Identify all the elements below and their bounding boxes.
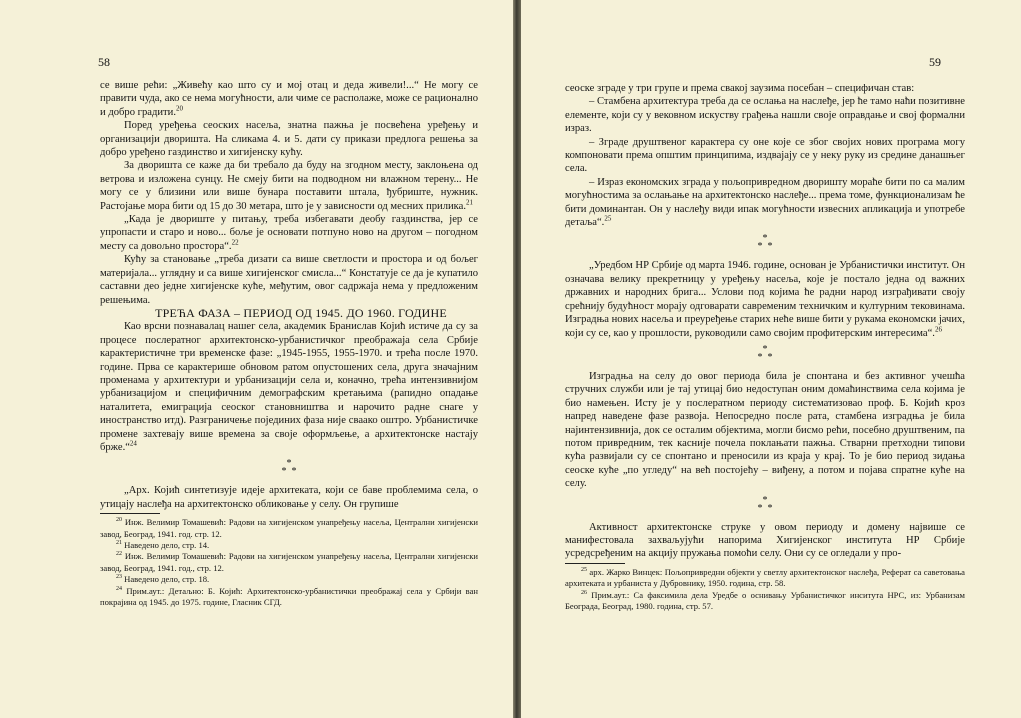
footnote: $^{26}$ Прим.аут.: Са факсимила дела Уредбе о оснивању Урбанистичког инситута НРС, из: Урбанизам Београда, Београд, 1980. година, стр. 57. [565, 589, 965, 611]
footnotes [100, 517, 478, 608]
paragraph: се више рећи: „Живећу као што су и мој отац и деда живели!...“ Не могу се правити чуда, ако се нема могућности, али чиме се располаже, може се рационално и добро градити.$^{20}$ [100, 80, 478, 118]
paragraph: – Стамбена архитектура треба да се ослања на наслеђе, јер ће тамо наћи позитивне елементе, који су у вековном искуству грађења нашли своје оправдање и свој формални израз. [565, 96, 965, 135]
page-number: 58 [98, 55, 110, 69]
paragraph: сеоске зграде у три групе и према свакој заузима посебан – специфичан став: [565, 83, 915, 94]
paragraph: Активност архитектонске струке у овом периоду и домену највише се манифестовала захваљујући напорима Хигијенског института НР Србије усредсређеним на акцију пружања помоћи селу. Они су се огледали у про- [565, 521, 965, 560]
footnote-rule [565, 563, 625, 564]
footnote: $^{22}$ Инж. Велимир Томашевић: Радови на хигијенском унапређењу насеља, Централни хигијенски завод, Београд, 1941. год., стр. 12. [100, 551, 478, 573]
body-text [565, 82, 965, 612]
section-separator: * * * [757, 233, 773, 253]
body-text [100, 79, 478, 608]
paragraph: Поред уређења сеоских насеља, знатна пажња је посвећена уређењу и организацији дворишта. На сликама 4. и 5. дати су прикази предлога решења за добро уређено газдинство и хигијенску кућу. [100, 120, 478, 159]
footnotes [565, 567, 965, 613]
footnote-rule [100, 513, 160, 514]
book-gutter [513, 0, 521, 718]
section-separator: * * * [281, 458, 297, 478]
paragraph: Као врсни познавалац нашег села, академик Бранислав Којић истиче да су за процесе послератног архитектонско-урбанистичког преображаја села Србије карактеристичне три временске фазе: „1945-1955, 1955-1970. и трећа после 1970. године. Прва се карактерише обновом ратом опустошених села, друга значајним променама у архитектури и урбанизацији села и, коначно, трећа интензивнијом урбанизацијом и специфичним демографским кретањима (рапидно опадање наталитета, емиграција сеоског становништва и нарочито радне снаге у иностранство итд). Разграничење појединих фаза није сваако оштро. Урбанистичке промене захтевају више времена за своје оформљење, а архитектонске настају брже.“$^{24}$ [100, 321, 478, 453]
footnote: $^{24}$ Прим.аут.: Детаљно: Б. Којић: Архитектонско-урбанистички преображај села у Србији ван покрајина од 1945. до 1975. године, Гласник СГД. [100, 585, 478, 608]
section-separator: * * * [757, 343, 773, 363]
paragraph: – Израз економских зграда у пољопривредном дворишту мораће бити по са малим могућностима за ослањање на архитектонско наслеђе... према томе, функционализам ће бити доминантан. Он у наслеђу види ипак могућности извесних апликација и употребе детаља“.$^{25}$ [565, 176, 965, 229]
paragraph: Кућу за становање „треба дизати са више светлости и простора и од бољег материјала... углядну и са више хигијенског смисла...“ Констатује се да је купатило саставни део једне хигијенске куће, међутим, овог садржаја нема у предложеним решењима. [100, 254, 478, 306]
section-separator: * * * [757, 494, 773, 514]
paragraph: „Уредбом НР Србије од марта 1946. године, основан је Урбанистички институт. Он означава велику прекретницу у уређењу насеља, које је постало једна од важних државних и народних брига... Услови под којима ће радни народ изграђивати своју срећнију будућност морају одговарати савременим техничким и културним тековинама. Изградња нових насеља и преуређење старих неће више бити у рукама економски јачих, који су се, као у прошлости, руководили само својим профитерским интересима“.$^{26}$ [565, 260, 965, 339]
footnote: $^{20}$ Инж. Велимир Томашевић: Радови на хигијенском унапређењу насеља, Централни хигијенски завод, Београд, 1941. год. стр. 12. [100, 517, 478, 539]
footnote: $^{25}$ арх. Жарко Винцек: Пољопривредни објекти у светлу архитектонског наслеђа, Реферат са саветовања архитеката и урбаниста у Дубровнику, 1950. година, стр. 58. [565, 566, 965, 589]
paragraph: – Зграде друштвеног карактера су оне које се због својих нових програма могу компоновати према општим принципима, издвајају се у неку руку из средине данашњег села. [565, 136, 965, 175]
paragraph: „Када је двориште у питању, треба избегавати деобу газдинства, јер се упропасти и старо и ново... боље је основати потпуно ново на другом – погодном месту са довољно простора“.$^{22}$ [100, 214, 478, 252]
paragraph: Изградња на селу до овог периода била је спонтана и без активног учешћа стручних служби или је тај утицај био недоступан оним домаћинствима села којима је био намењен. Исту је у послератном периоду систематизовао проф. Б. Којић кроз напред наведене фазе развоја. Непосредно после рата, стамбена изградња је била најинтензивнија, док се осталим објектима, могли бисмо рећи, посебно друштвеним, па потом привредним, тек касније почела поклањати пажња. Стварни претходни типови кућа развијали су се спонтано и преносили из краја у крај. То је био период зидања сеоске куће „по угледу“ на већ постојећу – виђену, а потом и појава спратне куће на селу. [565, 370, 965, 490]
section-heading: ТРЕЋА ФАЗА – ПЕРИОД ОД 1945. ДО 1960. ГОДИНЕ [155, 305, 447, 320]
paragraph: За дворишта се каже да би требало да буду на згодном месту, заклоњена од ветрова и изложена сунцу. Не смеју бити на подводном ни влажном терену... Не могу се у близини или више бунара поставити штала, ђубриште, нужник. Растојање мора бити од 15 до 30 метара, што је у зависности од месних прилика.$^{21}$ [100, 160, 478, 212]
page-number: 59 [929, 55, 941, 69]
right-page [521, 0, 1021, 718]
paragraph: „Арх. Којић синтетизује идеје архитеката, који се баве проблемима села, о утицају наслеђа на архитектонско обликовање у селу. Он групише [100, 485, 478, 510]
footnote: $^{21}$ Наведено дело, стр. 14. [116, 540, 210, 550]
footnote: $^{23}$ Наведено дело, стр. 18. [116, 574, 210, 585]
